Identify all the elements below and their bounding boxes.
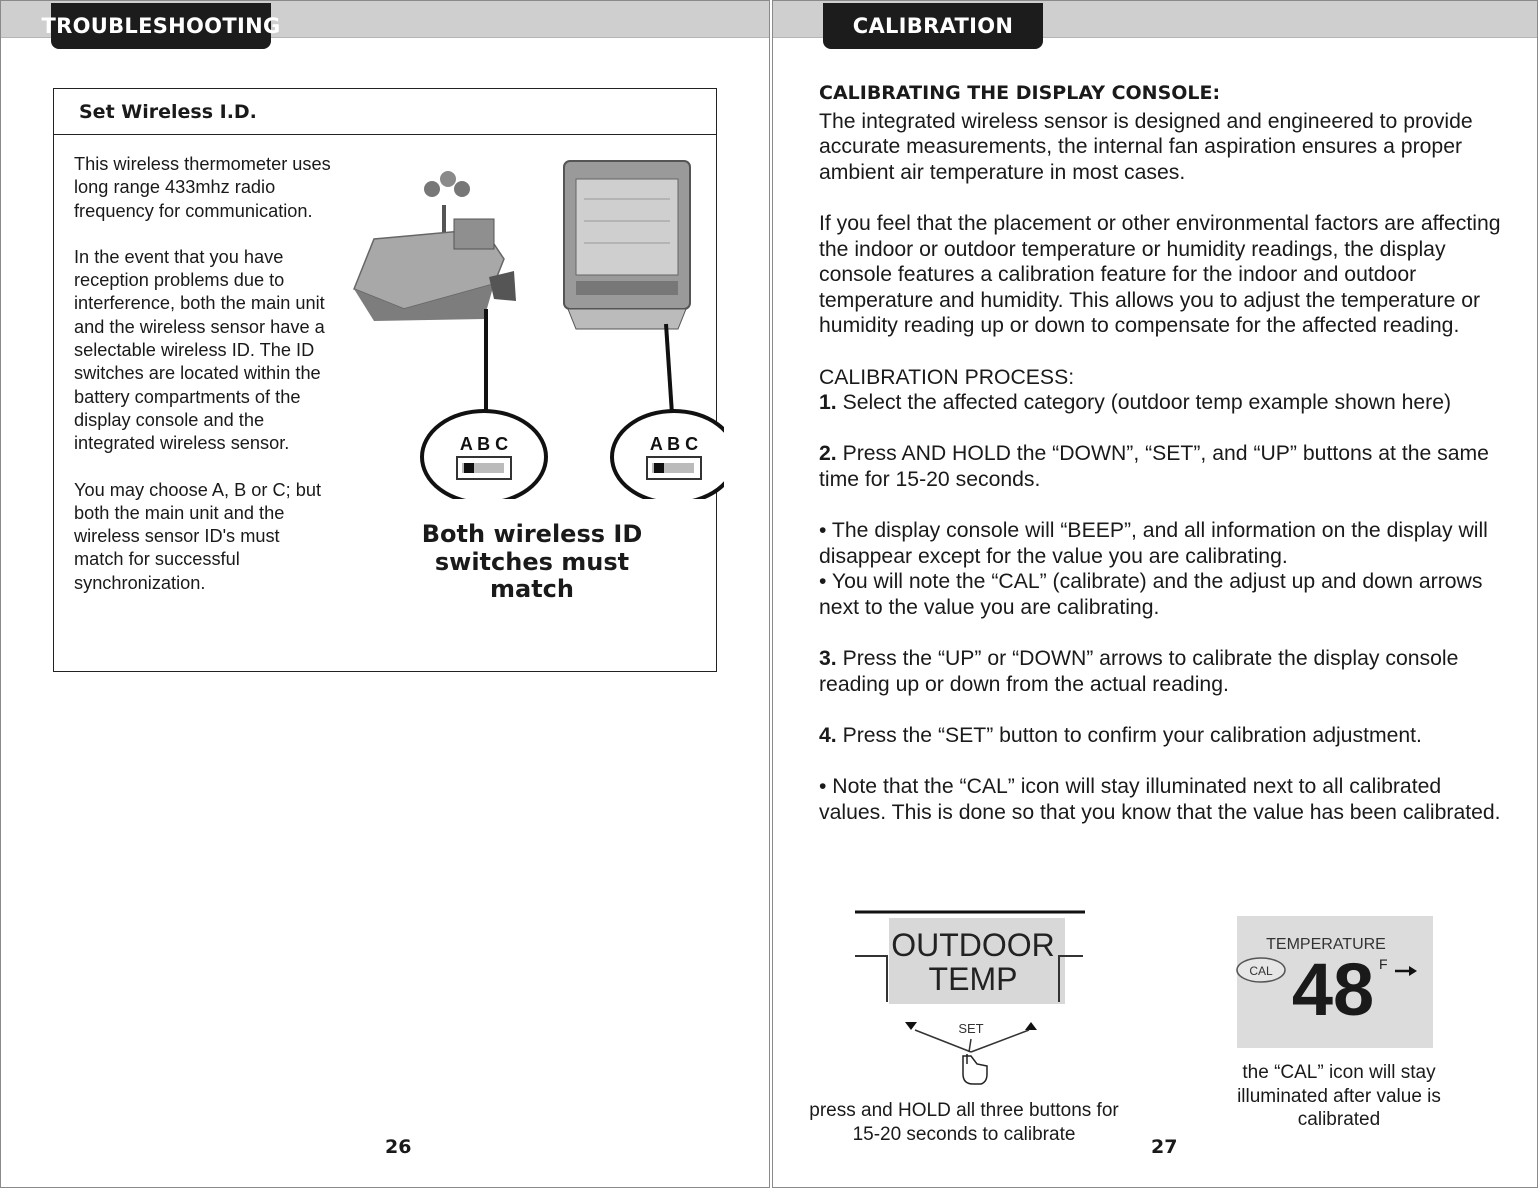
- id-match-caption: Both wireless ID switches must match: [421, 520, 643, 603]
- temperature-cal-lcd: [1231, 919, 1431, 1049]
- bullet-cal-note: • Note that the “CAL” icon will stay illuminated next to all calibrated values. This is done so that you know that the value has been calibrated.: [819, 775, 1501, 824]
- console-id-switch: [612, 411, 724, 499]
- page-number-left: 26: [385, 1136, 412, 1158]
- calibration-intro: The integrated wireless sensor is designed and engineered to provide accurate measurements, the internal fan aspiration ensures a proper ambient air temperature in most cases.: [819, 109, 1473, 184]
- step-2-text: Press AND HOLD the “DOWN”, “SET”, and “UP” buttons at the same time for 15-20 seconds.: [819, 442, 1489, 491]
- calibration-heading: CALIBRATING THE DISPLAY CONSOLE:: [819, 82, 1221, 104]
- bullet-cal-arrows: • You will note the “CAL” (calibrate) and the adjust up and down arrows next to the value you are calibrating.: [819, 570, 1483, 619]
- step-3: [819, 646, 1509, 697]
- set-button-label: SET: [958, 1021, 984, 1036]
- outdoor-temp-lcd-illustration: [853, 906, 1103, 1091]
- step-1-text: Select the affected category (outdoor temp example shown here): [842, 391, 1452, 415]
- step-3-text: Press the “UP” or “DOWN” arrows to calibrate the display console reading up or down from the actual reading.: [819, 647, 1459, 696]
- switch-label-sensor: A B C: [459, 434, 509, 454]
- sensor-id-switch: [422, 411, 546, 499]
- calibration-placement: If you feel that the placement or other environmental factors are affecting the indoor or outdoor temperature or humidity readings, the display console features a calibration feature for the indoor and outdoor temperature and humidity. This allows you to adjust the temperature or humidity reading up or down to compensate for the affected reading.: [819, 211, 1501, 338]
- paragraph-choose-id: You may choose A, B or C; but both the main unit and the wireless sensor ID's must match for successful synchronization.: [74, 479, 322, 593]
- lcd-unit: F: [1379, 956, 1388, 972]
- up-arrow-icon: [1025, 1022, 1037, 1030]
- step-4: [819, 723, 1509, 749]
- paragraph-reception: In the event that you have reception problems due to interference, both the main unit and the wireless sensor have a selectable wireless ID. The ID switches are located within the battery compartments of the display console and the integrated wireless sensor.: [74, 246, 325, 454]
- step-3-number: 3.: [819, 647, 837, 671]
- panel-body-text: [74, 153, 334, 618]
- page-number-right: 27: [1151, 1136, 1178, 1158]
- wireless-sensor-icon: [354, 171, 516, 321]
- lcd-outdoor-line: OUTDOOR: [891, 927, 1055, 963]
- paragraph-frequency: This wireless thermometer uses long range 433mhz radio frequency for communication.: [74, 154, 331, 221]
- cal-icon-label: CAL: [1249, 964, 1273, 978]
- left-page: [0, 0, 770, 1188]
- lcd-temp-line: TEMP: [928, 961, 1018, 997]
- panel-title: Set Wireless I.D.: [54, 89, 716, 135]
- section-tab-calibration: CALIBRATION: [823, 3, 1043, 49]
- step-2-number: 2.: [819, 442, 837, 466]
- calibration-content: [819, 81, 1509, 851]
- lcd-temperature-value: 48: [1291, 948, 1375, 1031]
- section-tab-troubleshooting: TROUBLESHOOTING: [51, 3, 271, 49]
- lcd-temperature-title: TEMPERATURE: [1266, 936, 1386, 953]
- lcd1-caption: press and HOLD all three buttons for 15-20 seconds to calibrate: [809, 1100, 1119, 1145]
- switch-label-console: A B C: [649, 434, 699, 454]
- step-1-number: 1.: [819, 391, 837, 415]
- step-2: [819, 441, 1509, 492]
- step-1: [819, 390, 1509, 416]
- step-4-text: Press the “SET” button to confirm your calibration adjustment.: [842, 723, 1422, 747]
- wireless-id-panel: [53, 88, 717, 672]
- right-page: [772, 0, 1538, 1188]
- bullet-beep: • The display console will “BEEP”, and all information on the display will disappear except for the value you are calibrating.: [819, 519, 1488, 568]
- display-console-icon: [564, 161, 690, 329]
- lcd2-caption: the “CAL” icon will stay illuminated after value is calibrated: [1237, 1062, 1441, 1130]
- sensor-and-console-illustration: [344, 159, 724, 499]
- step-4-number: 4.: [819, 723, 837, 747]
- pointing-hand-icon: [963, 1054, 987, 1084]
- process-title: CALIBRATION PROCESS:: [819, 365, 1075, 389]
- down-arrow-icon: [905, 1022, 917, 1030]
- right-arrow-icon: [1395, 966, 1417, 976]
